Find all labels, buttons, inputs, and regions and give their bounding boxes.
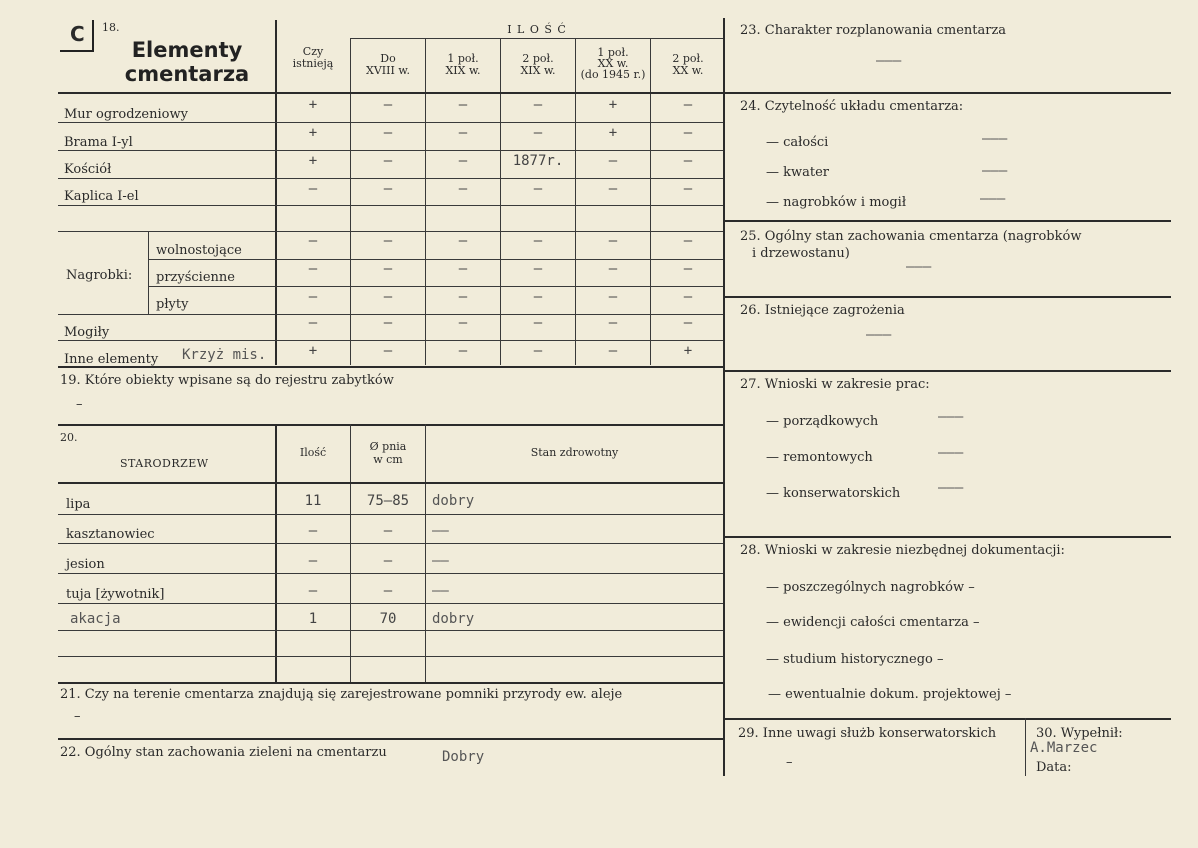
q24-item: — kwater <box>766 165 830 180</box>
col-ilosc-header: I L O Ś Ć <box>507 23 567 36</box>
mark-cell: – <box>458 233 468 249</box>
q28-item: — studium historycznego – <box>766 652 944 667</box>
col-period-3: 2 poł. XIX w. <box>520 52 556 77</box>
mark-cell: – <box>683 125 693 141</box>
q25-label: 25. Ogólny stan zachowania cmentarza (nagrobków <box>740 229 1082 244</box>
mark-cell: – <box>608 343 618 359</box>
col-czy-istnieja: Czy istnieją <box>292 45 334 70</box>
mark-cell: – <box>683 289 693 305</box>
row-label: Mogiły <box>64 325 110 340</box>
q24-item: — nagrobków i mogił <box>766 195 907 210</box>
section-letter: C <box>60 20 90 50</box>
tree-stan: –– <box>432 523 449 539</box>
mark-cell: – <box>458 315 468 331</box>
mark-cell: – <box>533 315 543 331</box>
mark-cell: – <box>308 181 318 197</box>
tree-name: kasztanowiec <box>66 527 155 542</box>
q20-col-ilosc: Ilość <box>299 446 327 459</box>
tree-pnia: 70 <box>379 611 397 627</box>
q20-col-pnia: Ø pnia w cm <box>369 440 407 466</box>
col-period-2: 1 poł. XIX w. <box>445 52 481 77</box>
tree-stan: –– <box>432 583 449 599</box>
mark-cell: – <box>458 261 468 277</box>
mark-cell: – <box>383 153 393 169</box>
mark-cell: – <box>608 315 618 331</box>
q20-header: STARODRZEW <box>120 457 209 470</box>
tree-pnia: 75–85 <box>366 493 410 509</box>
q28-label: 28. Wnioski w zakresie niezbędnej dokumentacji: <box>740 543 1065 558</box>
q27-item: — remontowych <box>766 450 873 465</box>
mark-cell: – <box>308 315 318 331</box>
q25-label-2: i drzewostanu) <box>752 246 850 261</box>
q28-item: — poszczególnych nagrobków – <box>766 580 975 595</box>
q20-col-stan: Stan zdrowotny <box>530 446 619 459</box>
mark-cell: – <box>383 343 393 359</box>
tree-ilosc: – <box>308 523 318 539</box>
mark-cell: – <box>383 289 393 305</box>
mark-cell: – <box>533 289 543 305</box>
mark-cell: – <box>533 343 543 359</box>
q27-label: 27. Wnioski w zakresie prac: <box>740 377 930 392</box>
mark-cell: – <box>383 315 393 331</box>
mark-cell: – <box>533 125 543 141</box>
mark-cell: – <box>458 153 468 169</box>
q24-answer: ––– <box>982 163 1008 179</box>
mark-cell: 1877r. <box>512 153 564 169</box>
tree-ilosc: 11 <box>304 493 322 509</box>
row-label: przyścienne <box>156 270 235 285</box>
mark-cell: – <box>458 97 468 113</box>
q24-label: 24. Czytelność układu cmentarza: <box>740 99 964 114</box>
mark-cell: – <box>608 233 618 249</box>
row-label: Inne elementy <box>64 352 159 367</box>
row-label: wolnostojące <box>156 243 242 258</box>
mark-cell: – <box>308 261 318 277</box>
mark-cell: + <box>308 125 318 141</box>
section-title: Elementy cmentarza <box>124 38 250 86</box>
q21-label: 21. Czy na terenie cmentarza znajdują się zarejestrowane pomniki przyrody ew. aleje <box>60 687 623 702</box>
col-period-5: 2 poł. XX w. <box>672 52 704 77</box>
q22-answer: Dobry <box>442 749 485 765</box>
q26-answer: ––– <box>866 327 892 343</box>
mark-cell: – <box>683 233 693 249</box>
mark-cell: + <box>683 343 693 359</box>
row-label: Kaplica I-el <box>64 189 139 204</box>
mark-cell: + <box>308 97 318 113</box>
tree-stan: –– <box>432 553 449 569</box>
q28-item: — ewidencji całości cmentarza – <box>766 615 980 630</box>
tree-name: akacja <box>70 611 121 627</box>
q24-answer: ––– <box>980 191 1006 207</box>
mark-cell: – <box>458 343 468 359</box>
section-number: 18. <box>102 21 120 34</box>
q22-label: 22. Ogólny stan zachowania zieleni na cmentarzu <box>60 745 387 760</box>
q27-item: — porządkowych <box>766 414 879 429</box>
mark-cell: – <box>608 261 618 277</box>
q28-item: — ewentualnie dokum. projektowej – <box>768 687 1012 702</box>
q21-answer: – <box>74 709 81 724</box>
tree-stan: dobry <box>432 611 475 627</box>
tree-name: tuja [żywotnik] <box>66 587 165 602</box>
q19-answer: – <box>76 397 83 412</box>
mark-cell: – <box>383 261 393 277</box>
mark-cell: – <box>683 261 693 277</box>
mark-cell: – <box>308 233 318 249</box>
mark-cell: – <box>533 261 543 277</box>
mark-cell: – <box>458 289 468 305</box>
q29-answer: – <box>786 755 793 770</box>
mark-cell: – <box>533 233 543 249</box>
mark-cell: – <box>683 153 693 169</box>
row-label: płyty <box>156 297 189 312</box>
tree-name: lipa <box>66 497 91 512</box>
col-period-1: Do XVIII w. <box>366 52 410 77</box>
q30-name: A.Marzec <box>1030 740 1098 756</box>
q24-answer: ––– <box>982 131 1008 147</box>
mark-cell: – <box>608 289 618 305</box>
q30-label: 30. Wypełnił: <box>1036 726 1123 741</box>
row-label: Mur ogrodzeniowy <box>64 107 188 122</box>
q30-date-label: Data: <box>1036 760 1072 775</box>
tree-pnia: – <box>383 583 393 599</box>
mark-cell: – <box>458 181 468 197</box>
mark-cell: – <box>383 97 393 113</box>
mark-cell: + <box>608 125 618 141</box>
q27-answer: ––– <box>938 409 964 425</box>
q25-answer: ––– <box>906 259 932 275</box>
mark-cell: – <box>683 181 693 197</box>
mark-cell: – <box>383 125 393 141</box>
q29-label: 29. Inne uwagi służb konserwatorskich <box>738 726 997 741</box>
mark-cell: + <box>608 97 618 113</box>
mark-cell: – <box>683 315 693 331</box>
mark-cell: – <box>308 289 318 305</box>
q27-answer: ––– <box>938 445 964 461</box>
tree-pnia: – <box>383 553 393 569</box>
mark-cell: – <box>533 97 543 113</box>
mark-cell: – <box>383 233 393 249</box>
tree-name: jesion <box>66 557 105 572</box>
q23-answer: ––– <box>876 53 902 69</box>
mark-cell: – <box>608 181 618 197</box>
mark-cell: + <box>308 343 318 359</box>
row-label: Brama I-yl <box>64 135 133 150</box>
q26-label: 26. Istniejące zagrożenia <box>740 303 905 318</box>
q24-item: — całości <box>766 135 829 150</box>
tree-stan: dobry <box>432 493 475 509</box>
q27-answer: ––– <box>938 480 964 496</box>
nagrobki-label: Nagrobki: <box>66 268 133 283</box>
mark-cell: – <box>683 97 693 113</box>
tree-ilosc: – <box>308 553 318 569</box>
tree-ilosc: – <box>308 583 318 599</box>
mark-cell: – <box>383 181 393 197</box>
q19-label: 19. Które obiekty wpisane są do rejestru zabytków <box>60 373 394 388</box>
q27-item: — konserwatorskich <box>766 486 901 501</box>
inne-note: Krzyż mis. <box>182 347 267 363</box>
tree-pnia: – <box>383 523 393 539</box>
tree-ilosc: 1 <box>308 611 318 627</box>
mark-cell: – <box>608 153 618 169</box>
q20-number: 20. <box>60 431 78 444</box>
row-label: Kościół <box>64 162 112 177</box>
mark-cell: + <box>308 153 318 169</box>
q23-label: 23. Charakter rozplanowania cmentarza <box>740 23 1007 38</box>
col-period-4: 1 poł. XX w. (do 1945 r.) <box>580 46 646 81</box>
mark-cell: – <box>458 125 468 141</box>
mark-cell: – <box>533 181 543 197</box>
